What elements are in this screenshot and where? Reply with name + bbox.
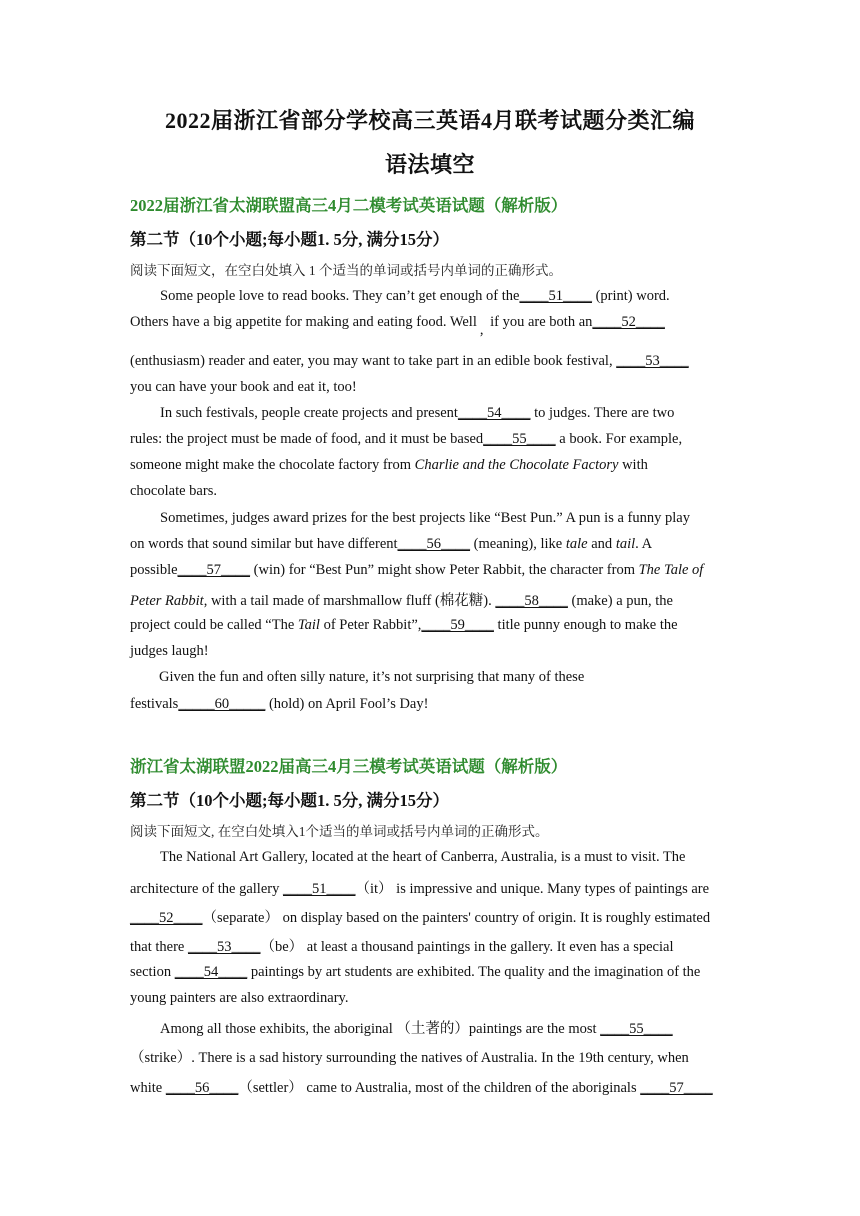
s2-line-2 [130, 877, 709, 898]
s1-text: (hold) on April Fool’s Day! [265, 696, 429, 712]
s2-text: （it） is impressive and unique. Many types of paintings are [355, 881, 710, 897]
s2-line-6: young painters are also extraordinary. [130, 990, 349, 1006]
s1-line-7 [130, 457, 648, 474]
s1-text: In such festivals, people create projects and present [160, 405, 458, 421]
s2-text: （separate） on display based on the painters' country of origin. It is roughly estimated [202, 910, 711, 926]
section2-heading: 浙江省太湖联盟2022届高三4月三模考试英语试题（解析版） [130, 757, 568, 776]
s2-text: section [130, 964, 175, 980]
s1-text: title punny enough to make the [493, 617, 678, 633]
s1-line-14: judges laugh! [130, 643, 209, 659]
section2-instruction: 阅读下面短文, 在空白处填入1个适当的单词或括号内单词的正确形式。 [130, 824, 549, 839]
s2-text: architecture of the gallery [130, 881, 283, 897]
blank-56: ____56____ [165, 1080, 239, 1096]
blank-54: ____54____ [174, 964, 248, 980]
s1-text: with [618, 457, 648, 473]
s1-text: to judges. There are two [530, 405, 675, 421]
italic-word: tail [615, 536, 636, 552]
blank-53: ____53____ [187, 939, 261, 955]
s2-line-8: （strike）. There is a sad history surrounding the natives of Australia. In the 19th century, when [130, 1050, 689, 1066]
blank-51: ____51____ [282, 881, 356, 897]
s1-text: and [587, 536, 616, 552]
s1-text: of Peter Rabbit”, [319, 617, 422, 633]
s1-line-16 [130, 696, 428, 713]
s2-line-3 [130, 906, 710, 927]
s1-line-4: you can have your book and eat it, too! [130, 379, 357, 395]
s1-text: possible [130, 562, 178, 578]
s1-text: a book. For example, [555, 431, 683, 447]
s2-text: （be） at least a thousand paintings in the gallery. It even has a special [260, 939, 674, 955]
blank-55: ____55____ [483, 431, 556, 447]
s2-text: paintings by art students are exhibited. The quality and the imagination of the [247, 964, 701, 980]
s1-line-11 [130, 562, 703, 579]
s1-line-3 [130, 353, 689, 370]
s1-text: someone might make the chocolate factory from [130, 457, 415, 473]
s1-text: festivals [130, 696, 179, 712]
blank-51: ____51____ [519, 288, 592, 304]
section1-instruction: 阅读下面短文，在空白处填入 1 个适当的单词或括号内单词的正确形式。 [130, 263, 562, 278]
s1-line-2 [130, 314, 665, 338]
book-title: Peter Rabbit [130, 593, 204, 609]
s1-comma: , [479, 322, 484, 338]
s1-text: if you are both an [486, 314, 593, 330]
s1-line-10 [130, 536, 652, 553]
s1-text: , with a tail made of marshmallow fluff (棉花糖). [203, 593, 496, 609]
s2-line-7 [160, 1017, 673, 1038]
s1-text: Others have a big appetite for making and eating food. Well [130, 314, 477, 330]
blank-54: ____54____ [457, 405, 531, 421]
s1-line-1 [160, 288, 670, 305]
s2-text: （settler） came to Australia, most of the children of the aboriginals [238, 1080, 641, 1096]
section2-subheading: 第二节（10个小题;每小题1. 5分, 满分15分） [130, 791, 449, 810]
italic-word: Tail [297, 617, 320, 633]
section1-subheading: 第二节（10个小题;每小题1. 5分, 满分15分） [130, 230, 449, 249]
s1-text: (enthusiasm) reader and eater, you may want to take part in an edible book festival, [130, 353, 617, 369]
s1-line-12 [130, 589, 673, 610]
s1-line-8: chocolate bars. [130, 483, 217, 499]
blank-55: ____55____ [600, 1021, 673, 1037]
s1-text: (meaning), like [470, 536, 566, 552]
blank-56: ____56____ [397, 536, 471, 552]
blank-58: ____58____ [495, 593, 568, 609]
s1-line-6 [130, 431, 682, 448]
document-subtitle: 语法填空 [384, 152, 475, 177]
s1-text: Some people love to read books. They can’t get enough of the [160, 288, 520, 304]
s1-text: (win) for “Best Pun” might show Peter Rabbit, the character from [250, 562, 639, 578]
book-title: The Tale of [638, 562, 704, 578]
s1-text: (print) word. [591, 288, 670, 304]
s1-line-13 [130, 617, 678, 634]
s1-text: rules: the project must be made of food, and it must be based [130, 431, 484, 447]
blank-57: ____57____ [640, 1080, 713, 1096]
italic-word: tale [565, 536, 588, 552]
s1-line-9: Sometimes, judges award prizes for the best projects like “Best Pun.” A pun is a funny play [160, 510, 690, 526]
s2-text: Among all those exhibits, the aboriginal （土著的）paintings are the most [160, 1021, 601, 1037]
s2-line-4 [130, 935, 673, 956]
blank-57: ____57____ [177, 562, 251, 578]
blank-60: _____60_____ [178, 696, 266, 712]
blank-59: ____59____ [421, 617, 494, 633]
s2-line-5 [130, 964, 700, 981]
s2-line-1: The National Art Gallery, located at the heart of Canberra, Australia, is a must to visit. The [160, 849, 686, 865]
s1-text: (make) a pun, the [567, 593, 673, 609]
blank-53: ____53____ [616, 353, 689, 369]
s1-line-15: Given the fun and often silly nature, it’s not surprising that many of these [159, 669, 585, 685]
s1-text: . A [635, 536, 653, 552]
s1-text: on words that sound similar but have different [130, 536, 398, 552]
blank-52: ____52____ [592, 314, 665, 330]
blank-52: ____52____ [130, 910, 203, 926]
s1-line-5 [160, 405, 674, 422]
document-title: 2022届浙江省部分学校高三英语4月联考试题分类汇编 [164, 108, 695, 133]
s2-text: white [130, 1080, 166, 1096]
book-title: Charlie and the Chocolate Factory [414, 457, 619, 473]
s2-line-9 [130, 1076, 713, 1097]
section1-heading: 2022届浙江省太湖联盟高三4月二模考试英语试题（解析版） [130, 196, 568, 215]
s1-text: project could be called “The [130, 617, 298, 633]
s2-text: that there [130, 939, 188, 955]
